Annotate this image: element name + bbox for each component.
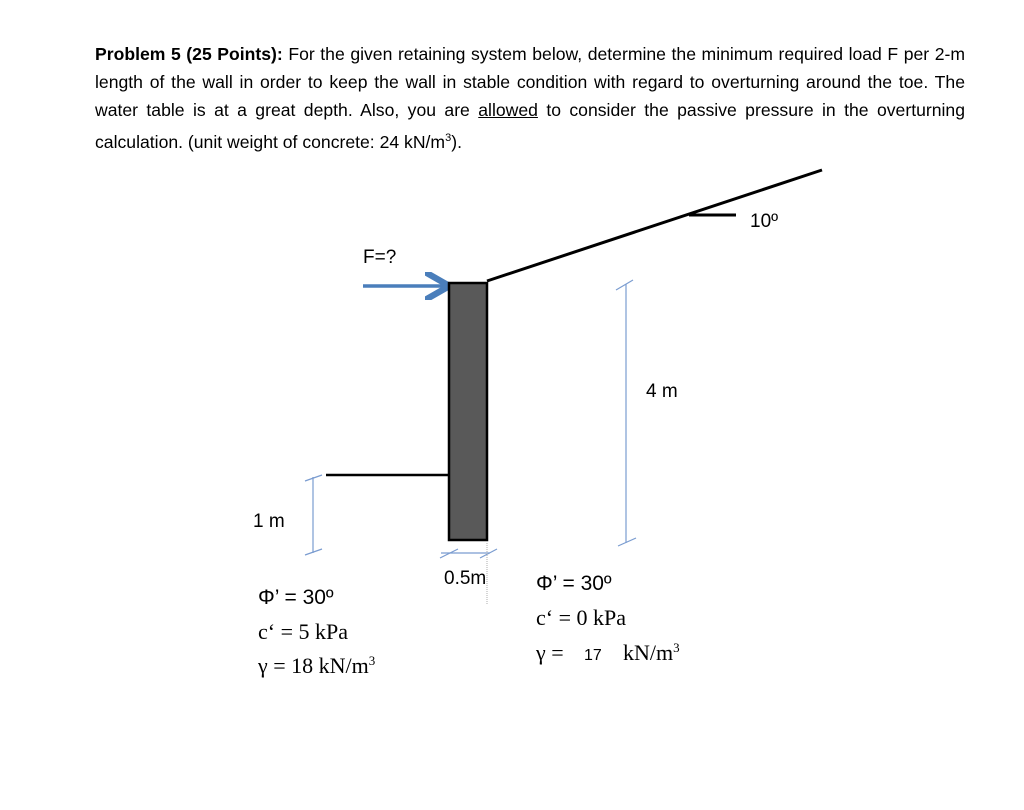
left-gamma-sup: 3 <box>368 653 376 668</box>
problem-text-2: to consider the passive pressure in the overturning calculation. (unit weight of concrete: 24 kN/m <box>95 100 965 152</box>
wall-height-dimension <box>616 280 636 546</box>
left-gamma-text: γ = 18 kN/m <box>258 653 369 678</box>
embedment-label: 1 m <box>253 511 285 532</box>
problem-heading: Problem 5 (25 Points): <box>95 44 283 64</box>
thickness-label: 0.5m <box>444 568 487 589</box>
left-soil-cohesion: c‘ = 5 kPa <box>258 619 348 644</box>
problem-text: For the given retaining system below, determine the minimum required load F per 2-m length of the wall in order to keep the wall in stable condition with regard to overturning around the toe. The water table is at a great depth. Also, you are <box>95 44 965 120</box>
force-label: F=? <box>363 247 397 268</box>
right-soil-cohesion: c‘ = 0 kPa <box>536 605 626 630</box>
left-soil-unit-weight <box>257 653 375 678</box>
right-gamma-value: 17 <box>584 647 602 664</box>
embedment-dimension <box>305 475 322 555</box>
slope-angle-label: 10º <box>750 211 779 232</box>
retaining-wall <box>449 283 487 540</box>
superscript: 3 <box>445 132 452 144</box>
underlined-word: allowed <box>478 100 538 120</box>
wall-height-label: 4 m <box>646 381 678 402</box>
right-soil-phi: Φ’ = 30º <box>536 572 612 595</box>
left-soil-phi: Φ’ = 30º <box>258 586 334 609</box>
right-gamma-unit: kN/m <box>623 640 674 665</box>
right-soil-unit-weight <box>535 640 680 665</box>
right-gamma-prefix: γ = <box>536 640 570 665</box>
right-gamma-sup: 3 <box>673 640 680 655</box>
problem-text-3: ). <box>451 131 462 152</box>
